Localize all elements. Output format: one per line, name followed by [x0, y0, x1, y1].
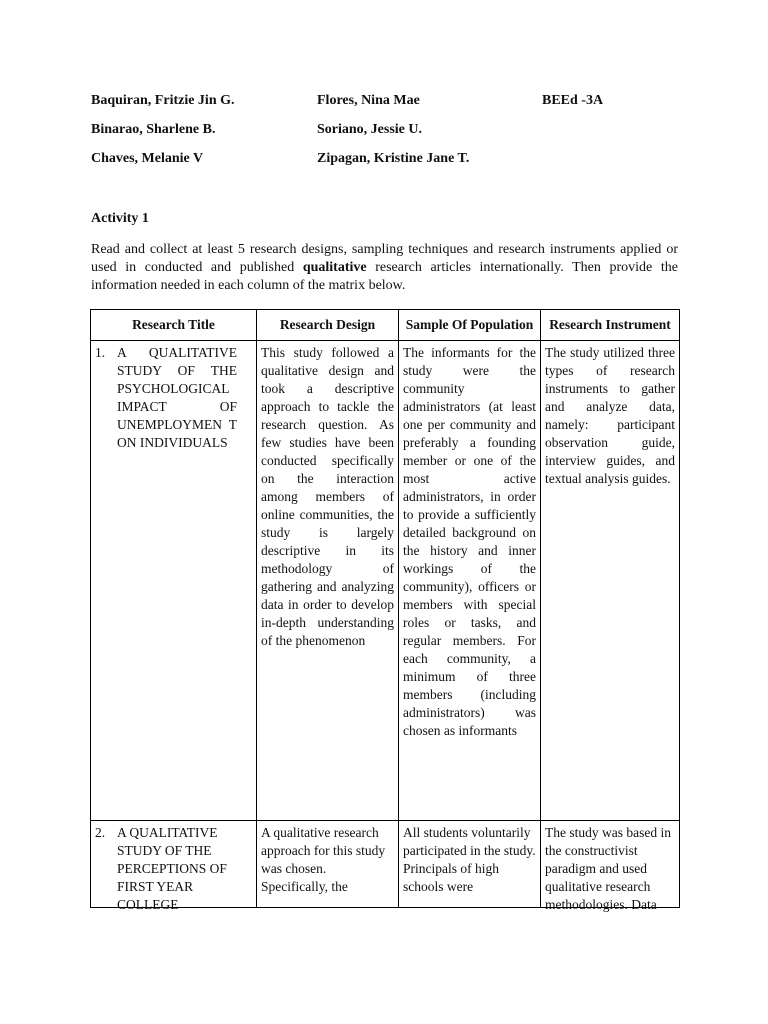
row-number: 1.	[95, 345, 106, 360]
cell-clip: All students voluntarily participated in the study. Principals of high schools were	[403, 825, 536, 894]
research-matrix-table	[90, 309, 680, 912]
row-number: 2.	[95, 825, 106, 840]
instruction-emphasis: qualitative	[302, 260, 367, 275]
author-name: Chaves, Melanie V	[91, 151, 204, 166]
table-row	[91, 821, 680, 908]
author-row	[91, 122, 691, 151]
column-header: Research Title	[91, 310, 257, 341]
sample-population-cell: The informants for the study were the community administrators (at least one per community and preferably a founding member or one of the most active administrators, in order to provide a sufficiently detailed background on the history and inner workings of the community), officers or members with special roles or tasks, and regular members. For each community, a minimum of three members (including administrators) was chosen as informants	[399, 341, 541, 821]
instruction-text: research articles internationally. Then provide the information needed in each column of the matrix below.	[91, 260, 678, 293]
author-name: Flores, Nina Mae	[317, 93, 420, 108]
cell-clip: The study was based in the constructivist paradigm and used qualitative research methodologies. Data	[545, 825, 671, 912]
table-header-row	[91, 310, 680, 341]
table-row	[91, 341, 680, 821]
column-header: Research Design	[257, 310, 399, 341]
author-name: Zipagan, Kristine Jane T.	[317, 151, 470, 166]
course-label: BEEd -3A	[542, 93, 604, 108]
research-title-cell	[91, 821, 257, 912]
author-name: Binarao, Sharlene B.	[91, 122, 216, 137]
instruction-text: Read and collect at least 5 research designs, sampling techniques and research instruments applied or used in conducted and published	[91, 242, 678, 275]
research-instrument-cell: The study utilized three types of research instruments to gather and analyze data, namely: participant observation guide, interview guides, and textual analysis guides.	[541, 341, 680, 821]
author-name: Baquiran, Fritzie Jin G.	[91, 93, 235, 108]
column-header: Sample Of Population	[399, 310, 541, 341]
column-header: Research Instrument	[541, 310, 680, 341]
sample-population-cell	[399, 821, 541, 908]
activity-title: Activity 1	[91, 211, 149, 226]
author-row	[91, 93, 691, 122]
author-list	[91, 93, 691, 180]
research-title: A QUALITATIVE STUDY OF THE PSYCHOLOGICAL IMPACT OF UNEMPLOYMEN T ON INDIVIDUALS	[117, 345, 237, 450]
research-instrument-cell	[541, 821, 680, 912]
research-design-cell	[257, 821, 399, 908]
cell-clip: A qualitative research approach for this study was chosen. Specifically, the	[261, 825, 386, 894]
research-title-cell	[91, 341, 257, 821]
research-title: A QUALITATIVE STUDY OF THE PERCEPTIONS OF FIRST YEAR COLLEGE	[117, 825, 227, 912]
activity-instructions	[91, 241, 678, 295]
cell-clip	[95, 824, 252, 912]
research-design-cell: This study followed a qualitative design and took a descriptive approach to tackle the research question. As few studies have been conducted specifically on the interaction among members of online communities, the study is largely descriptive in its methodology of gathering and analyzing data in order to develop in-depth understanding of the phenomenon	[257, 341, 399, 821]
author-row	[91, 151, 691, 180]
author-name: Soriano, Jessie U.	[317, 122, 422, 137]
